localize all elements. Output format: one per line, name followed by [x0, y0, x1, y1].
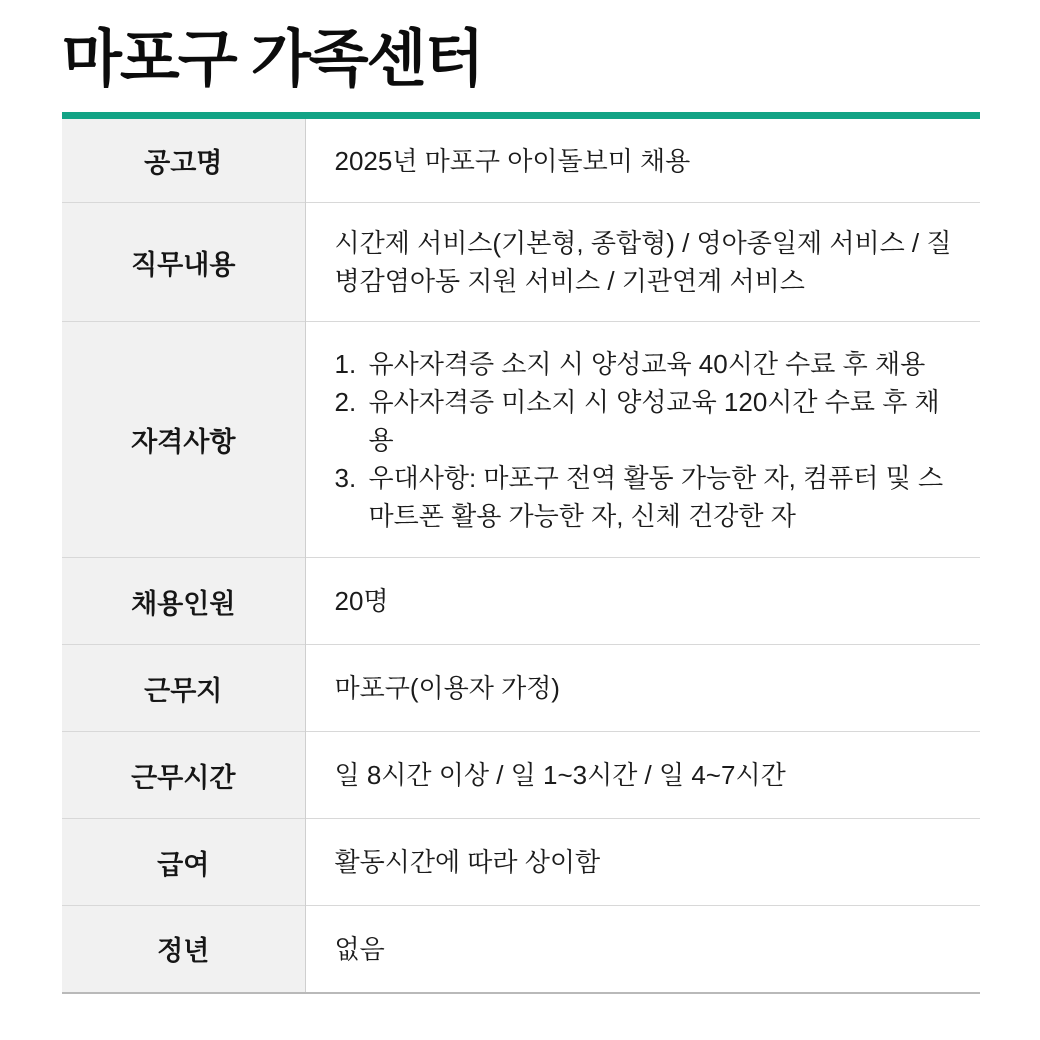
list-item-number: 1.	[334, 348, 357, 379]
table-row-retirement-age	[62, 906, 980, 993]
list-item-text: 유사자격증 미소지 시 양성교육 120시간 수료 후 채용	[368, 386, 940, 455]
table-row-working-hours	[62, 732, 980, 819]
row-label: 직무내용	[62, 203, 305, 322]
row-value	[305, 322, 980, 558]
row-label: 급여	[62, 819, 305, 906]
list-item	[335, 345, 963, 383]
job-info-table	[62, 112, 980, 994]
list-item	[335, 383, 963, 459]
table-row-announcement	[62, 116, 980, 203]
table-row-job-description	[62, 203, 980, 322]
list-item-number: 2.	[334, 386, 357, 417]
row-value: 없음	[334, 933, 385, 964]
list-item-number: 3.	[334, 462, 357, 493]
row-label: 공고명	[62, 116, 305, 203]
row-value: 마포구(이용자 가정)	[334, 673, 560, 704]
row-value: 일 8시간 이상 / 일 1~3시간 / 일 4~7시간	[334, 760, 786, 791]
row-label: 자격사항	[62, 322, 305, 558]
row-label: 채용인원	[62, 558, 305, 645]
table-row-salary	[62, 819, 980, 906]
row-value: 활동시간에 따라 상이함	[334, 847, 601, 878]
row-label: 근무시간	[62, 732, 305, 819]
table-row-qualifications	[62, 322, 980, 558]
list-item	[335, 459, 963, 535]
row-value: 2025년 마포구 아이돌보미 채용	[334, 145, 691, 176]
page-title: 마포구 가족센터	[62, 25, 483, 94]
list-item-text: 유사자격증 소지 시 양성교육 40시간 수료 후 채용	[368, 348, 926, 379]
table-row-workplace	[62, 645, 980, 732]
row-value: 시간제 서비스(기본형, 종합형) / 영아종일제 서비스 / 질병감염아동 지원 서비스 / 기관연계 서비스	[334, 228, 952, 297]
row-label: 정년	[62, 906, 305, 993]
list-item-text: 우대사항: 마포구 전역 활동 가능한 자, 컴퓨터 및 스마트폰 활용 가능한 자, 신체 건강한 자	[368, 462, 944, 531]
table-row-headcount	[62, 558, 980, 645]
row-value: 20명	[334, 586, 389, 617]
row-label: 근무지	[62, 645, 305, 732]
